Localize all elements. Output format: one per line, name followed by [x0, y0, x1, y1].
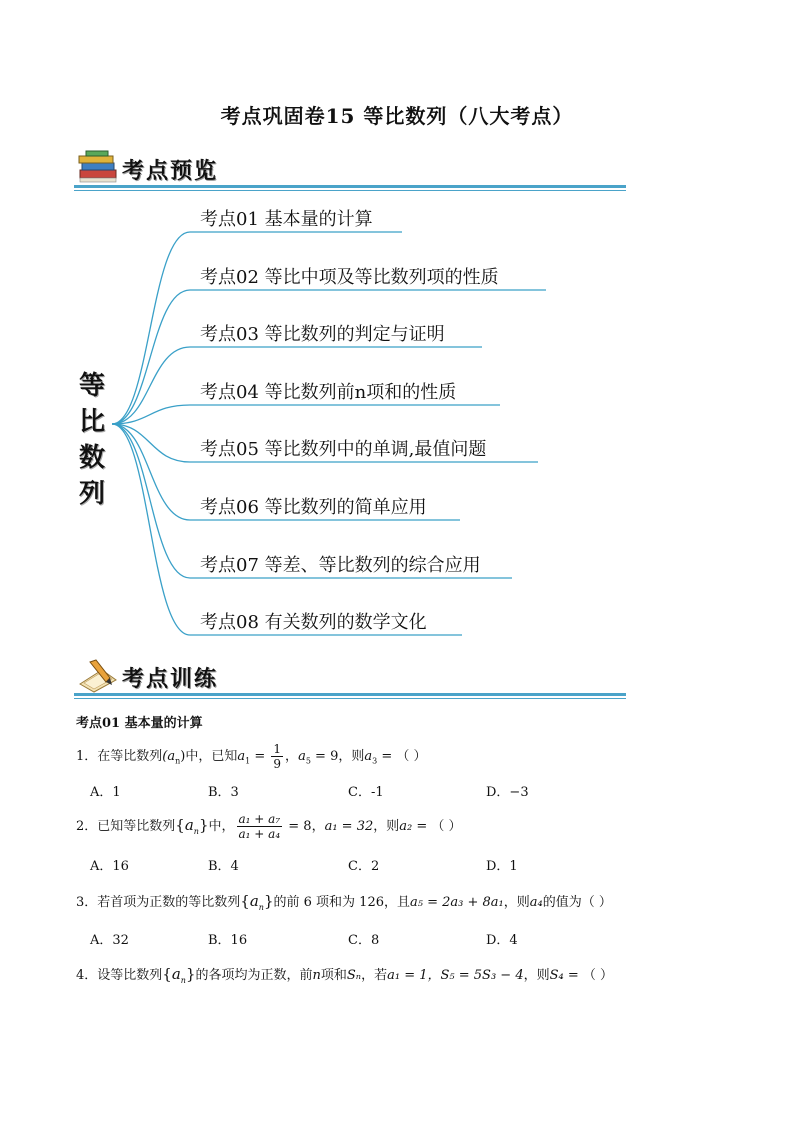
mindmap-topic-01: 考点01 基本量的计算: [200, 209, 373, 230]
section-label: 考点训练: [122, 667, 219, 692]
sequence-notation: $\{a_n\}$: [175, 816, 209, 836]
mindmap-topic-02: 考点02 等比中项及等比数列项的性质: [200, 267, 499, 288]
option-b[interactable]: B．3: [208, 785, 239, 800]
option-b[interactable]: B．16: [208, 933, 248, 948]
pencil-paper-icon: [76, 658, 120, 694]
question-2: 2．已知等比数列$\{a_n\}$中， $\frac{\text{a₁ + a₇}}{\text{a₁ + a₄}}$ = 8，a₁ = 32，则a₂ = （ ）: [76, 812, 462, 841]
question-number: 3．: [76, 895, 98, 910]
sequence-notation: $\{a_n\}$: [162, 965, 196, 985]
section-label: 考点预览: [122, 159, 219, 184]
option-b[interactable]: B．4: [208, 859, 239, 874]
mindmap-topic-08: 考点08 有关数列的数学文化: [200, 612, 427, 633]
fraction: $\frac{1}{9}$: [273, 742, 282, 771]
question-4: 4．设等比数列$\{a_n\}$的各项均为正数，前n项和Sₙ，若a₁ = 1，S₅ = 5S₃ − 4，则S₄ = （ ）: [76, 965, 614, 985]
center-char: 列: [78, 479, 105, 509]
section-rule-thin: [74, 698, 626, 699]
center-char: 比: [78, 407, 105, 437]
section-rule: [74, 693, 626, 696]
option-a[interactable]: A．16: [90, 859, 129, 874]
center-char: 数: [78, 443, 105, 473]
mindmap-center-title: [74, 368, 110, 512]
center-char: 等: [78, 371, 105, 401]
option-a[interactable]: A．32: [90, 933, 129, 948]
mindmap-branch-line: [112, 405, 500, 424]
question-1: 1．在等比数列$(a_n)$中，已知$a_1$ = $\frac{1}{9}$ ，$a_5 = 9$，则$a_3$ = （ ）: [76, 742, 427, 771]
option-c[interactable]: C．8: [348, 933, 380, 948]
page-title: 考点巩固卷15 等比数列（八大考点）: [220, 104, 574, 128]
mindmap-topic-07: 考点07 等差、等比数列的综合应用: [200, 555, 481, 576]
question-number: 2．: [76, 819, 98, 834]
option-d[interactable]: D．1: [486, 859, 518, 874]
subheading-topic-01: 考点01 基本量的计算: [76, 716, 203, 731]
option-c[interactable]: C．-1: [348, 785, 384, 800]
option-d[interactable]: D．4: [486, 933, 518, 948]
section-header-training: [74, 656, 626, 698]
fraction: $\frac{\text{a₁ + a₇}}{\text{a₁ + a₄}}$: [238, 812, 281, 841]
question-3: 3．若首项为正数的等比数列$\{a_n\}$的前 6 项和为 126，且a₅ = 2a₃ + 8a₁，则a₄的值为（ ）: [76, 892, 612, 912]
question-number: 1．: [76, 749, 98, 764]
mindmap-topic-03: 考点03 等比数列的判定与证明: [200, 324, 445, 345]
option-a[interactable]: A．1: [90, 785, 121, 800]
question-number: 4．: [76, 968, 98, 983]
mindmap-topic-05: 考点05 等比数列中的单调,最值问题: [200, 439, 487, 460]
mindmap-topic-06: 考点06 等比数列的简单应用: [200, 497, 427, 518]
sequence-notation: $\{a_n\}$: [240, 892, 274, 912]
mindmap-topic-04: 考点04 等比数列前n项和的性质: [200, 382, 457, 403]
option-d[interactable]: D．−3: [486, 785, 529, 800]
option-c[interactable]: C．2: [348, 859, 380, 874]
